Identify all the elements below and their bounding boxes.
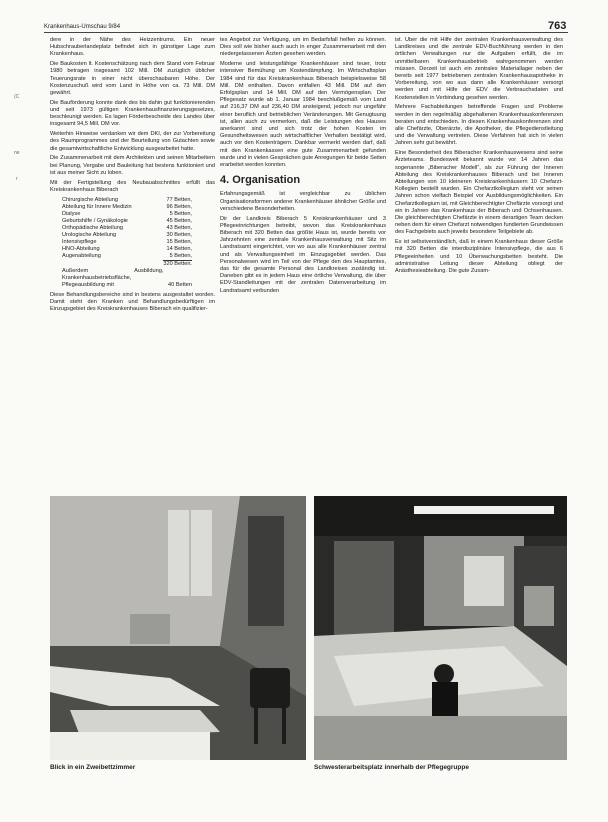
photo-caption-left: Blick in ein Zweibettzimmer [50,764,136,771]
table-row [62,218,192,225]
text-column-1 [50,37,215,489]
photo-two-bed-room [50,496,306,760]
table-row [62,232,192,239]
section-heading: 4. Organisation [220,174,301,187]
text-column-2 [220,37,386,489]
running-header: Krankenhaus-Umschau 9/84 [44,24,121,30]
paragraph: Dir der Landkreis Biberach 5 Kreiskrankenhäuser und 3 Pflegeeinrichtungen betreibt, wovon das Kreiskrankenhaus Biberach mit 320 Betten das größte Haus ist, wurde bereits vor Jahrzehnten eine zentrale Krankenhausverwaltung mit Sitz im Landratsamt eingerichtet, von wo aus alle Krankenhäuser zentral und als Verwaltungseinheit im Einzugsgebiet werden. Das Personalwesen wird im Teil von der Pflege den des Hauptamtes, das für die gesamte Personal des Landkreises zuständig ist. Daneben gibt es in jedem Haus eine örtliche Verwaltung, die über EDV-Standleitungen mit der zentralen Datenverarbeitung im Landratsamt verbunden [220,215,386,294]
beds-table [62,197,192,289]
dept-name: Dialyse [62,210,81,217]
table-total-row [62,260,192,268]
margin-mark: ne [14,150,20,156]
bed-count: 77 Betten, [166,196,192,203]
paragraph: Mehrere Fachabteilungen betreffende Fragen und Probleme werden in den regelmäßig abgehaltenen Krankenhauskonferenzen beraten und entschieden. In diesen Krankenhauskonferenzen sind alle Chefärzte, Oberärzte, die Apotheker, die Pflegedienstleitung und die Verwaltung vertreten. Diese Verfahren hat sich in vielen Jahren sehr gut bewährt. [395,104,563,147]
dept-name: Geburtshilfe / Gynäkologie [62,217,128,224]
dept-name: Urologische Abteilung [62,231,117,238]
bed-count: 45 Betten, [166,217,192,224]
paragraph: Diese Behandlungsbereiche sind in bestens ausgestaltet worden. Damit steht den Kranken und Behandlungsbedürftigen im Einzugsgebiet des Kreiskrankenhauses Biberach ein qualifizier- [50,291,215,313]
paragraph: Moderne und leistungsfähige Krankenhäuser sind teuer, trotz intensiver Bemühung um Kostendämpfung. Im Wirtschaftsplan 1984 sind für das Kreiskrankenhaus Biberach beispielsweise 58 Mill. DM enthalten. Davon entfallen 43 Mill. DM auf den Erfolgsplan und 14 Mill. DM auf den Vermögensplan. Der Pflegesatz wurde ab 1. Januar 1984 beschlußgemäß vom Land auf 216,37 DM auf 236,40 DM ansteigend, jedoch nur ungefähr einer beruflich und betrieblichen Veränderungen. Mit Genugtuung ist, allen auch zu vermerken, daß die Leistungen des Hauses anerkannt sind und sich trotz der hohen Kosten im Gesundheitswesen auch wirtschaftlicher Verhalten bestätigt wird, auch vor den Kostenträgern. Dankbar vermerkt werden darf, daß mit den Krankenkassen eine gute Zusammenarbeit gefunden wurde und in vielen Gesprächen gute Anregungen für beide Seiten erarbeitet werden konnten. [220,61,386,169]
header-rule [44,32,568,33]
bed-count: 96 Betten, [166,203,192,210]
photo-nurse-workstation [314,496,567,760]
table-row [62,246,192,253]
bed-count: 43 Betten, [166,224,192,231]
paragraph: Die Bauförderung konnte dank des bis dahin gut funktionierenden und seit 1973 gültigen Krankenhausfinanzierungsgesetzes, beschleunigt werden. Es lagen Förderbescheide des Landes über insgesamt 94,5 Mill. DM vor. [50,99,215,128]
room-photo-illustration [50,496,306,760]
dept-name: HNO-Abteilung [62,245,100,252]
dept-name: Orthopädische Abteilung [62,224,123,231]
table-row [62,225,192,232]
bed-total: 320 Betten. [163,260,192,267]
paragraph: Weiterhin Hinweise verdanken wir dem DKI, der zur Vorbereitung des Raumprogrammes und der Beurteilung von Gutachten sowie die gesamtwirtschaftliche Entwicklung ausgearbeitet hatte. [50,131,215,152]
paragraph: tes Angebot zur Verfügung, um im Bedarfsfall helfen zu können. Dies soll wie bisher auch auch in enger Zusammenarbeit mit den niedergelassenen Ärzten gesehen werden. [220,37,386,58]
page-number: 763 [548,20,567,32]
paragraph: ist. Über die mit Hilfe der zentralen Krankenhausverwaltung des Landkreises und die zentrale EDV-Buchführung werden in den örtlichen Verwaltungen nur die Aufgaben erfüllt, die im unmittelbaren Krankenhausbetrieb wahrgenommen werden müssen. Derzeit ist auch ein zentrales Materiallager neben der bereits seit 1977 betriebenen zentralen Krankenhausapotheke in Vorbereitung, von wo aus dann alle Krankenhäuser versorgt werden und mit Hilfe der EDV die Verbrauchsdaten und Kostenstellen in Verbindung gesehen werden. [395,37,563,101]
table-row [62,211,192,218]
paragraph: Mit der Fertigstellung des Neubauabschnittes erfüllt das Kreiskrankenhaus Biberach [50,179,215,193]
photo-caption-right: Schwesterarbeitsplatz innerhalb der Pflegegruppe [314,764,469,771]
bed-count: 15 Betten, [166,238,192,245]
table-row [62,253,192,261]
paragraph: Es ist selbstverständlich, daß in einem Krankenhaus dieser Größe mit 320 Betten die interdisziplinäre Intensivpflege, die aus 6 Pflegeeinheiten und 10 Überwachungsbetten besteht. Die administrative Leitung dieser Abteilung obliegt der Anästhesieabteilung. Die gute Zusam- [395,239,563,275]
workstation-photo-illustration [314,496,567,760]
bed-count: 5 Betten, [169,252,192,259]
margin-mark: (C [14,94,20,100]
paragraph: Die Zusammenarbeit mit dem Architekten und seinen Mitarbeitern bei Planung, Vergabe und Bauleitung hat bestens funktioniert und ist aus meiner Sicht zu loben. [50,155,215,176]
dept-name: Augenabteilung [62,252,101,259]
bed-count: 40 Betten [168,281,192,288]
dept-name: Abteilung für Innere Medizin [62,203,132,210]
table-row [62,204,192,211]
table-row [62,268,192,289]
table-row [62,197,192,204]
table-row [62,239,192,246]
paragraph: Die Baukosten lt. Kostenschätzung nach dem Stand vom Februar 1980 betragen insgesamt 102 Mill. DM zuzüglich üblicher Teuerungsrate in einer nicht überschaubaren Höhe. Der Kostenzuschuß wird vom Land in Höhe von ca. 73 Mill. DM gewährt. [50,61,215,97]
margin-mark: r [16,176,18,182]
dept-name: Chirurgische Abteilung [62,196,118,203]
paragraph: Erfahrungsgemäß ist vergleichbar zu üblichen Organisationsformen anderer Krankenhäuser ähnlicher Größe und verschiedene Besonderheiten. [220,191,386,212]
text-column-3 [395,37,563,489]
dept-name: Außerdem Ausbildung, Krankenhausbetriebsfläche, Pflegeausbildung mit [62,267,164,288]
paragraph: dere in der Nähe des Heizzentrums. Ein neuer Hubschrauberlandeplatz befindet sich in günstiger Lage zum Krankenhaus. [50,37,215,58]
paragraph: Eine Besonderheit des Biberacher Krankenhauswesens sind seine Ärzteteams. Bundesweit bekannt wurde vor 14 Jahren das sogenannte „Biberacher Modell“, als zur Führung der Inneren Abteilung des Kreiskrankenhauses Biberach und bei Inneren Abteilungen von 10 kleineren Kreiskrankenhäusern 10 Chefarzt-Kollegien bestellt wurden. Ein Chefarztkollegium steht vor seinen Jahren schon vielfach Beispiel vor Ausbildungsmöglichkeiten. Ein Chefarztkollegium ist, mit Gleichberechtigter Chefärzte vorsorgt und ein in Jahren das Krankenhaus der Biberach und Ochsenhausen. Die gleichberechtigten Chefärzte in einem derartigen Team decken neben dem für einen Chefarzt notwendigen fundierten Grundwissen des Fachgebiets auch jeweils besondere Teilgebiete ab. [395,150,563,236]
bed-count: 14 Betten, [166,245,192,252]
bed-count: 30 Betten, [166,231,192,238]
dept-name: Intensivpflege [62,238,97,245]
bed-count: 5 Betten, [169,210,192,217]
